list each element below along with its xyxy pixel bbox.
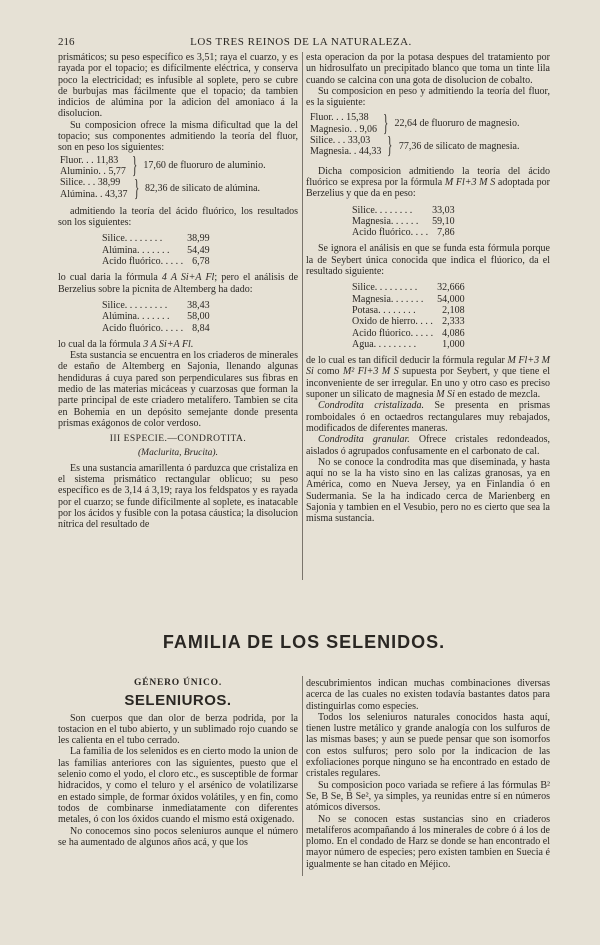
paragraph: Su composicion ofrece la misma dificultad que la del topacio; sus componentes admitiendo la teoría del fluor, son en peso los siguientes: xyxy=(58,119,298,154)
table-row: Agua. . . . . . . . . 1,000 xyxy=(352,338,465,350)
element-value: 11,83 xyxy=(96,154,119,166)
element-value: 15,38 xyxy=(346,112,369,124)
bottom-left-column xyxy=(58,676,298,848)
formula-result: 22,64 de fluoruro de magnesio. xyxy=(394,118,520,130)
table-row: Acido fluórico. . . . . 8,84 xyxy=(102,322,210,334)
element-value: 44,33 xyxy=(358,146,382,158)
composition-table xyxy=(102,300,210,334)
family-title: FAMILIA DE LOS SELENIDOS. xyxy=(162,632,446,652)
brace: } xyxy=(133,175,139,202)
section-subtitle: (Maclurita, Brucita). xyxy=(138,447,218,458)
table-row: Alúmina. . . . . . . 54,49 xyxy=(102,244,210,256)
left-column xyxy=(58,52,298,531)
element-label: Silice. . . xyxy=(310,135,346,147)
bottom-right-column xyxy=(306,678,550,870)
paragraph: lo cual daria la fórmula 4 A Si+A Fl; pero el análisis de Berzelius sobre la picnita de Altemberg ha dado: xyxy=(58,272,299,295)
table-row: Silice. . . . . . . . 33,03 xyxy=(352,204,455,216)
brace: } xyxy=(132,152,138,179)
running-header xyxy=(58,36,544,50)
table-row: Potasa. . . . . . . . 2,108 xyxy=(352,304,465,316)
paragraph: No se conoce la condrodita mas que diseminada, y hasta aquí no se la ha visto sino en las calizas granosas, ya en América, como en Nueva Jersey, ya en Finlandia ó en Sudermania. Se la ha indicado cerca de Marienberg en Sajonia y tambien en el Vesubio, pero no es cierto que sea la misma sustancia. xyxy=(306,456,550,525)
table-row: Silice. . . . . . . . . 32,666 xyxy=(352,282,465,294)
paragraph: descubrimientos indican muchas combinaciones diversas acerca de las cuales no existen todavía bastantes datos para distinguirlas como especies. xyxy=(306,678,550,712)
paragraph: esta operacion da por la potasa despues del tratamiento por un hidrosulfato un precipitado blanco que toma un tinte lila cuando se calcina con una gota de disolucion de cobalto. xyxy=(306,52,550,86)
paragraph: de lo cual es tan difícil deducir la fórmula regular M Fl+3 M Si como M² Fl+3 M S supuesta por Seybert, y que tiene el inconveniente de ser irregular. En uno y otro caso es preciso suponer un silicato de magnesia M Si en estado de mezcla. xyxy=(306,355,551,401)
paragraph: No conocemos sino pocos seleniuros aunque el número se ha aumentado de algunos años acá, y que los xyxy=(58,825,298,848)
element-label: Fluor. . . xyxy=(310,112,344,124)
formula-block xyxy=(58,152,298,202)
table-row: Acido fluórico. . . . . 6,78 xyxy=(102,256,210,268)
table-row: Oxido de hierro. . . . 2,333 xyxy=(352,316,465,328)
element-value: 9,06 xyxy=(359,123,377,135)
brace: } xyxy=(383,110,389,137)
section-title: SELENIUROS. xyxy=(124,692,232,710)
paragraph: Su composicion en peso y admitiendo la teoría del fluor, es la siguiente: xyxy=(306,85,550,109)
page-number: 216 xyxy=(58,36,75,48)
element-label: Fluor. . . xyxy=(60,154,94,166)
table-row: Silice. . . . . . . . . 38,43 xyxy=(102,299,210,311)
column-divider-bottom xyxy=(302,676,303,876)
element-value: 5,77 xyxy=(108,165,126,177)
paragraph: Su composicion poco variada se refiere á las fórmulas B² Se, B Se, B Se², ya simples, ya reunidas entre sí en números atómicos diversos. xyxy=(306,779,550,814)
paragraph: Esta sustancia se encuentra en los criaderos de minerales de estaño de Altemberg en Sajonia, llenando algunas hendiduras á cuya pared son perpendiculares sus fibras en medio de las materias micáceas y cuarzosas que forman la parte principal de este criadero metalífero. Tambien se cita en Bohemia en un depósito semejante donde presenta prismas exágonos de color verdoso. xyxy=(58,350,298,429)
table-row: Magnesia. . . . . . . 54,000 xyxy=(352,293,465,305)
paragraph: admitiendo la teoría del ácido fluórico, los resultados son los siguientes: xyxy=(58,205,298,229)
genus-heading: GÉNERO ÚNICO. xyxy=(134,678,222,688)
table-row: Silice. . . . . . . . 38,99 xyxy=(102,233,210,245)
composition-table xyxy=(352,282,465,350)
element-value: 38,99 xyxy=(97,177,121,189)
element-label: Magnesio. . xyxy=(310,123,357,135)
paragraph: La familia de los selenidos es en cierto modo la union de las familias anteriores con las siguientes, puesto que el selenio como el yodo, el cloro etc., es susceptible de formar hidracidos, y como el teluro y el arsénico de volatilizarse en estado simple, de formar óxidos volátiles, y en fin, como todos de combinarse inmediatamente con diferentes metales, ó con los óxidos cuando el mismo está oxigenado. xyxy=(58,746,298,826)
element-value: 43,37 xyxy=(105,188,128,200)
right-column xyxy=(306,52,550,525)
section-heading: III ESPECIE.—CONDROTITA. xyxy=(109,434,247,445)
composition-table xyxy=(352,205,455,239)
table-row: Acido fluórico. . . . 7,86 xyxy=(352,227,455,239)
composition-table xyxy=(102,233,210,267)
paragraph: No se conocen estas sustancias sino en criaderos metalíferos acompañando á los minerales de cobre ó á los de plomo. En el condado de Harz se donde se han encontrado el mayor número de especies; pero existen tambien en Suecia é igualmente se han citado en Méjico. xyxy=(306,813,550,870)
table-row: Acido flúorico. . . . . 4,086 xyxy=(352,327,465,339)
formula-result: 17,60 de fluoruro de aluminio. xyxy=(143,160,266,172)
paragraph: Es una sustancia amarillenta ó parduzca que cristaliza en el sistema prismático rectangular oblicuo; su peso específico es de 3,14 á 3,19; raya los feldspatos y es rayada por el cuarzo; se funde difícilmente al soplete, es inatacable por los ácidos y fusible con la potasa cáustica; la disolucion nítrica del resultado de xyxy=(58,462,298,531)
paragraph: Se ignora el análisis en que se funda esta fórmula porque la de Seybert única conocida que indica el flúorico, da el resultado siguiente: xyxy=(306,243,550,278)
running-title: LOS TRES REINOS DE LA NATURALEZA. xyxy=(190,36,412,48)
element-label: Magnesia. . xyxy=(310,146,357,158)
paragraph: prismáticos; su peso específico es 3,51; raya el cuarzo, y es rayada por el topacio; es difícilmente eléctrica, y conserva poco la electricidad; es infusible al soplete, pero se cubre de burbujas mas fácilmente que el topacio; da tambien indicios de alúmina por la adicion del amoniaco á la disolucion. xyxy=(58,52,298,120)
paragraph: Son cuerpos que dan olor de berza podrida, por la tostacion en el tubo abierto, y un sublimado rojo cuando se les calienta en el tubo cerrado. xyxy=(58,712,298,747)
element-label: Alúmina. . xyxy=(60,188,103,200)
table-row: Magnesia. . . . . . 59,10 xyxy=(352,215,455,227)
element-label: Silice. . . xyxy=(60,177,96,189)
formula-result: 77,36 de silicato de magnesia. xyxy=(398,140,520,152)
element-label: Aluminio. . xyxy=(60,165,106,177)
paragraph: Condrodita granular. Ofrece cristales redondeados, aislados ó agrupados confusamente en el carbonato de cal. xyxy=(306,434,551,457)
formula-block xyxy=(310,110,550,160)
column-divider-top xyxy=(302,52,303,580)
element-value: 33,03 xyxy=(347,135,371,147)
paragraph: Condrodita cristalizada. Se presenta en prismas romboidales ó en octaedros rectangulares muy rebajados, modificados de diferentes maneras. xyxy=(306,400,550,434)
formula-result: 82,36 de silicato de alúmina. xyxy=(145,182,261,194)
paragraph: Dicha composicion admitiendo la teoría del ácido fluórico se expresa por la fórmula M Fl+3 M S adoptada por Berzelius y que da en peso: xyxy=(306,165,550,200)
brace: } xyxy=(387,133,393,160)
paragraph: Todos los seleniuros naturales conocidos hasta aquí, tienen lustre metálico y grande analogía con los sulfuros de las mismas bases; y aun se puede pensar que son isomorfos con estos sulfuros; pero solo por la indicacion de las exfoliaciones porque ninguno se ha encontrado en estado de cristales regulares. xyxy=(306,711,550,780)
table-row: Alúmina. . . . . . . 58,00 xyxy=(102,311,210,323)
paragraph: lo cual da la fórmula 3 A Si+A Fl. xyxy=(58,338,194,350)
